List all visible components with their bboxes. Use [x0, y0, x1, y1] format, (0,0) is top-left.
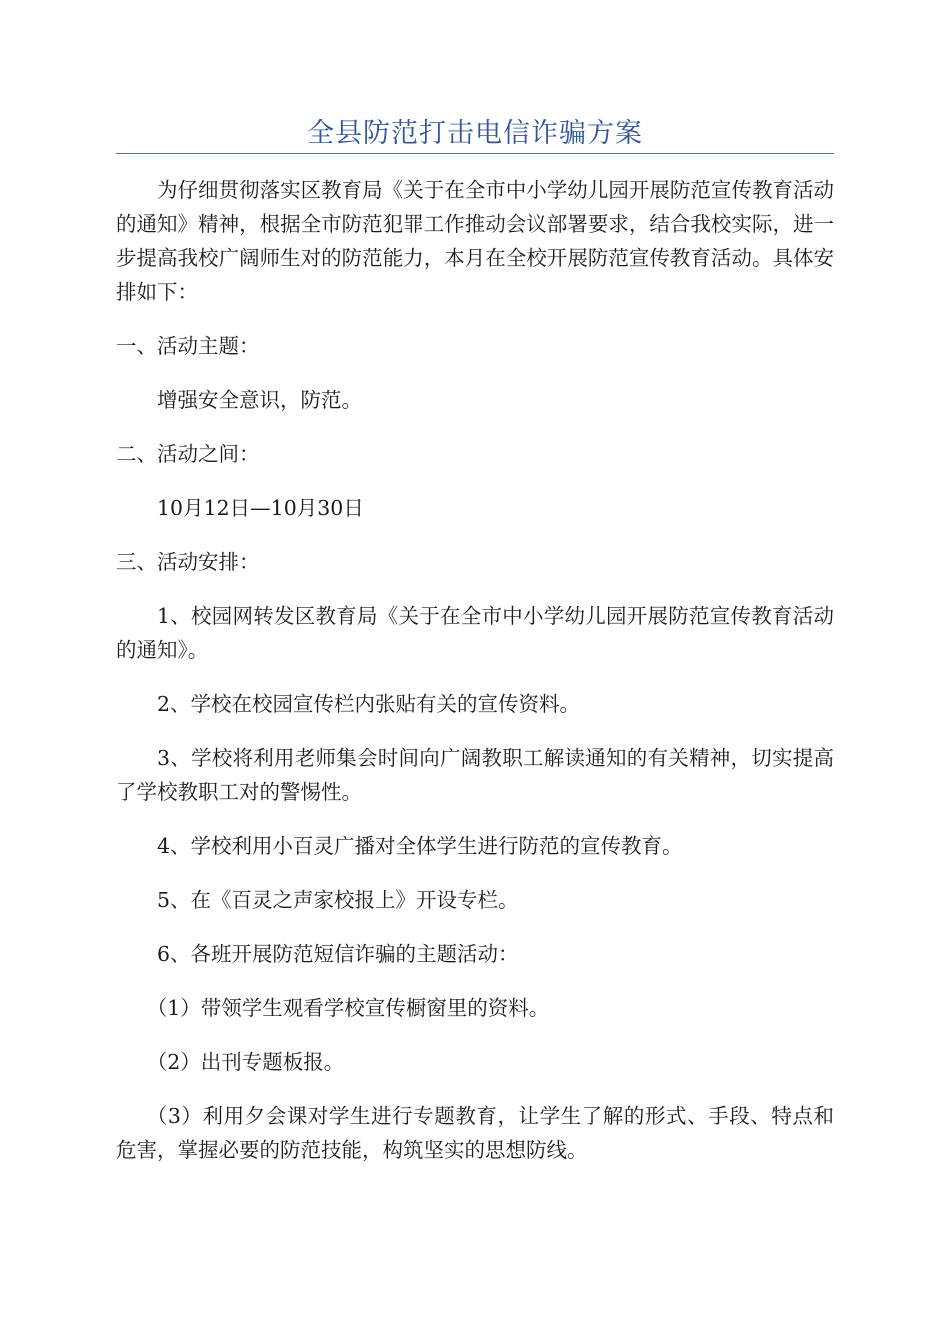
section-heading-arrangement: 三、活动安排：: [116, 550, 260, 574]
arrangement-item: 2、学校在校园宣传栏内张贴有关的宣传资料。: [157, 692, 581, 716]
title-underline: [116, 153, 834, 154]
arrangement-item: 4、学校利用小百灵广播对全体学生进行防范的宣传教育。: [157, 834, 683, 858]
arrangement-item: 5、在《百灵之声家校报上》开设专栏。: [157, 888, 519, 912]
document-title: 全县防范打击电信诈骗方案: [307, 118, 643, 149]
time-text: 10月12日—10月30日: [157, 496, 364, 520]
arrangement-item: 6、各班开展防范短信诈骗的主题活动：: [157, 942, 519, 966]
sub-item: （1）带领学生观看学校宣传橱窗里的资料。: [146, 996, 550, 1020]
section-heading-theme: 一、活动主题：: [116, 334, 260, 358]
intro-paragraph: 为仔细贯彻落实区教育局《关于在全市中小学幼儿园开展防范宣传教育活动的通知》精神，根据全市防范犯罪工作推动会议部署要求，结合我校实际，进一步提高我校广阔师生对的防范能力，本月在全校开展防范宣传教育活动。具体安排如下：: [116, 178, 834, 304]
document-body: [116, 173, 834, 1187]
arrangement-item: 3、学校将利用老师集会时间向广阔教职工解读通知的有关精神，切实提高了学校教职工对的警惕性。: [116, 746, 834, 804]
section-heading-time: 二、活动之间：: [116, 442, 260, 466]
sub-item: （2）出刊专题板报。: [146, 1050, 345, 1074]
theme-text: 增强安全意识，防范。: [157, 388, 362, 412]
sub-item: （3）利用夕会课对学生进行专题教育，让学生了解的形式、手段、特点和危害，掌握必要的防范技能，构筑坚实的思想防线。: [116, 1104, 834, 1162]
arrangement-item: 1、校园网转发区教育局《关于在全市中小学幼儿园开展防范宣传教育活动的通知》。: [116, 604, 834, 662]
